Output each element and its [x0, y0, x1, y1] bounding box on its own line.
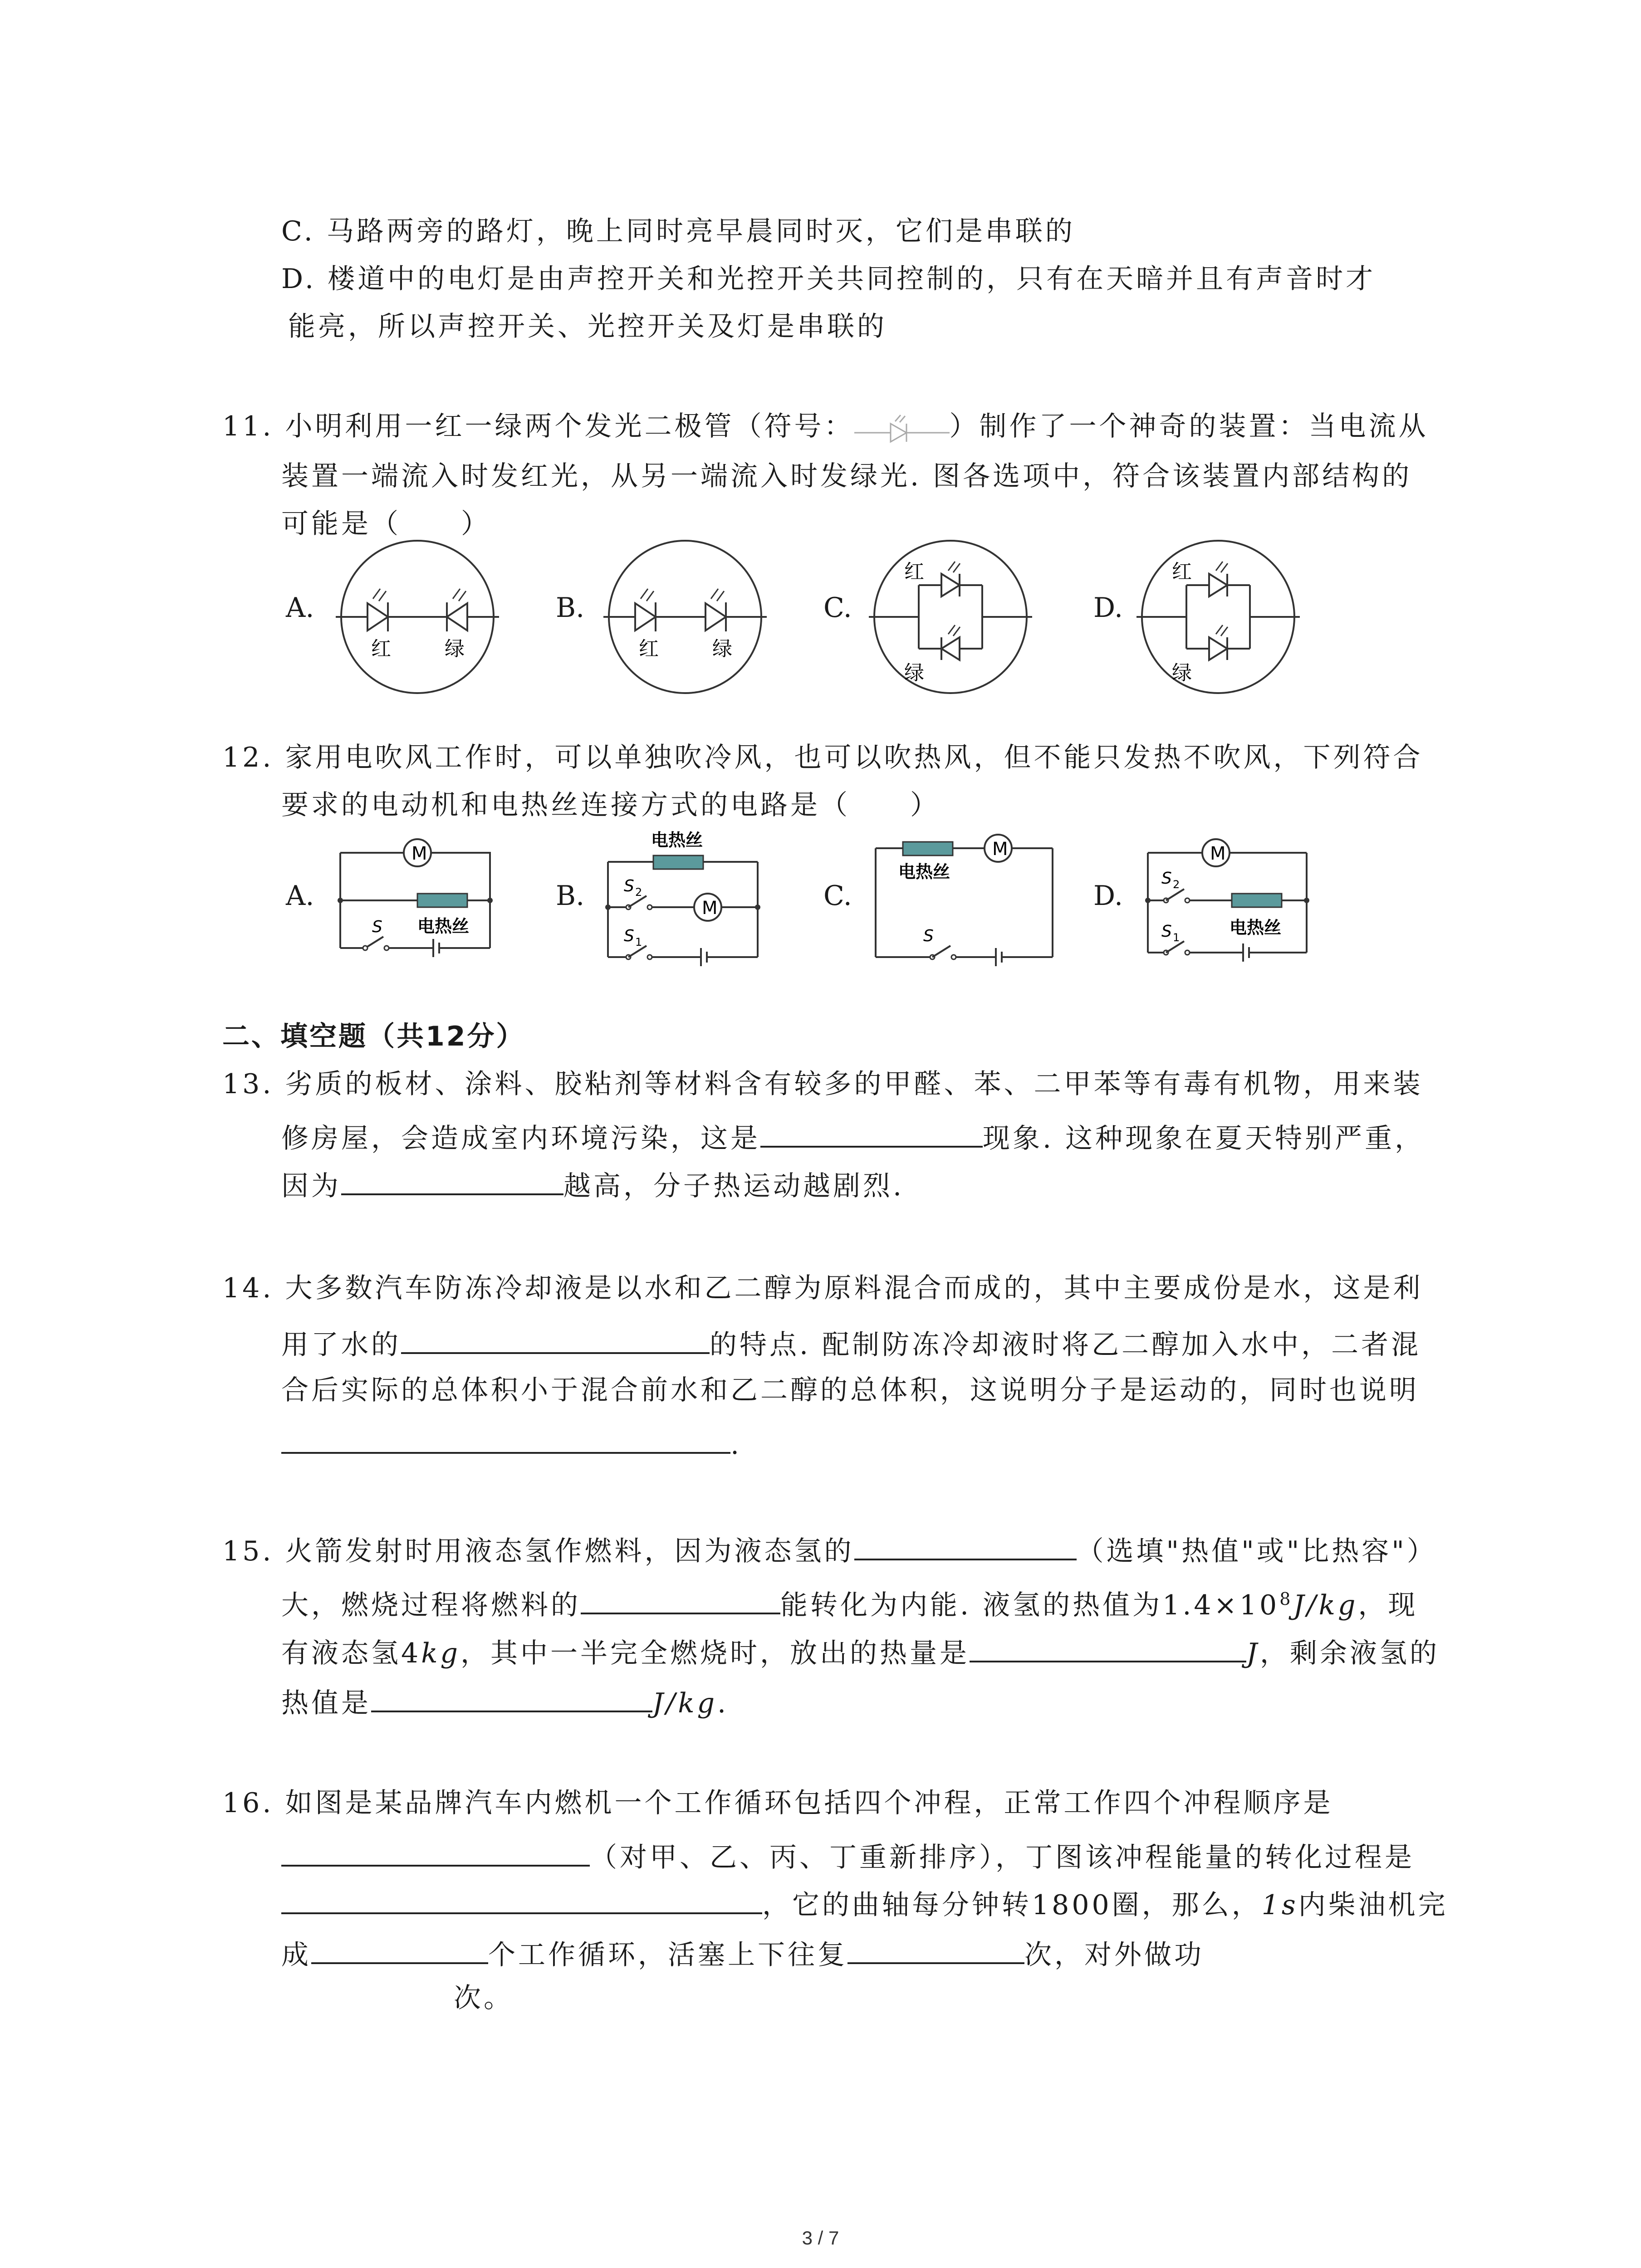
q12-b-motor-label: M [702, 898, 718, 919]
q11-line3: 可能是（ ） [281, 508, 491, 540]
q14-line2-text-b: 的特点. 配制防冻冷却液时将乙二醇加入水中，二者混 [710, 1329, 1421, 1361]
q12-d-s1-sub: 1 [1173, 931, 1180, 944]
q12-b-heater-label: 电热丝 [651, 830, 703, 850]
q15-blank-2[interactable] [581, 1583, 780, 1614]
q16-line3-text-a: ，它的曲轴每分钟转 [762, 1889, 1032, 1921]
q11-c-red-label: 红 [904, 560, 924, 583]
q15-mass-unit: kg [421, 1637, 460, 1669]
q12-c-heater-label: 电热丝 [898, 862, 950, 882]
q16-line4-text-c: 次，对外做功 [1024, 1939, 1204, 1971]
q15-line3-text-d: ，其中一半完全燃烧时，放出的热量是 [460, 1637, 970, 1669]
q16-blank-2[interactable] [281, 1882, 762, 1914]
q12-c-motor-label: M [992, 839, 1008, 860]
q15-heat-value-unit: J/kg [1293, 1589, 1358, 1621]
q13-blank-1[interactable] [760, 1116, 983, 1148]
q12-a-switch-label: S [372, 918, 382, 936]
q15-line1-text-b: （选填"热值"或"比热容"） [1076, 1535, 1437, 1567]
q12-b-s1-label: S [624, 927, 634, 945]
q13-blank-2[interactable] [341, 1163, 563, 1195]
q16-blank-1[interactable] [281, 1835, 590, 1867]
q10-option-c: C. 马路两旁的路灯，晚上同时亮早晨同时灭，它们是串联的 [281, 215, 1075, 247]
q16-line3-text-e: 内柴油机完 [1298, 1889, 1448, 1921]
q16-line2 [281, 1835, 1415, 1876]
q13-line3-text-b: 越高，分子热运动越剧烈. [563, 1170, 905, 1202]
q13-line3-text-a: 因为 [281, 1170, 341, 1202]
q13-line3 [281, 1163, 904, 1204]
q16-blank-3[interactable] [311, 1932, 488, 1964]
q16-time-value: 1s [1261, 1889, 1298, 1921]
q13-line2-text-a: 修房屋，会造成室内环境污染，这是 [281, 1123, 760, 1154]
q12-b-s2-label: S [624, 877, 634, 895]
q15-blank-1[interactable] [854, 1529, 1077, 1560]
q11-line2: 装置一端流入时发红光，从另一端流入时发绿光. 图各选项中，符合该装置内部结构的 [281, 460, 1412, 492]
q11-line1-text-b: ）制作了一个神奇的装置：当电流从 [949, 411, 1429, 442]
q15-mass-value: 4 [401, 1637, 421, 1669]
q11-option-a-label: A. [286, 592, 314, 624]
q15-line4-unit: J/kg [652, 1687, 718, 1719]
q12-line1: 12. 家用电吹风工作时，可以单独吹冷风，也可以吹热风，但不能只发热不吹风，下列符合 [222, 742, 1423, 773]
q16-line1: 16. 如图是某品牌汽车内燃机一个工作循环包括四个冲程，正常工作四个冲程顺序是 [222, 1787, 1333, 1819]
q16-rpm-value: 1800 [1032, 1889, 1112, 1921]
q15-line3-text-a: 有液态氢 [281, 1637, 401, 1669]
q11-d-red-label: 红 [1172, 560, 1192, 583]
page-number: 3 / 7 [802, 2227, 839, 2248]
q10-option-d-line1: D. 楼道中的电灯是由声控开关和光控开关共同控制的，只有在天暗并且有声音时才 [281, 263, 1376, 295]
q11-a-red-label: 红 [371, 637, 391, 660]
q15-heat-value-mantissa: 1.4×10 [1162, 1589, 1280, 1621]
q11-diagram-b [603, 535, 767, 699]
q15-line3-text-f: ，剩余液氢的 [1260, 1637, 1440, 1669]
q11-line1 [222, 408, 1429, 445]
q15-blank-4[interactable] [371, 1681, 652, 1712]
q13-line2 [281, 1116, 1425, 1157]
q11-a-green-label: 绿 [445, 637, 465, 660]
section-title-fill-in: 二、填空题（共12分） [222, 1021, 525, 1052]
q11-diagram-a [336, 535, 499, 699]
q11-b-green-label: 绿 [712, 637, 732, 660]
q11-option-c-label: C. [823, 592, 852, 624]
q12-circuit-b [599, 826, 771, 971]
q11-diagram-c [869, 535, 1032, 699]
q11-line1-text-a: 11. 小明利用一红一绿两个发光二极管（符号： [222, 411, 854, 442]
q12-option-d-label: D. [1093, 880, 1123, 912]
q14-line3: 合后实际的总体积小于混合前水和乙二醇的总体积，这说明分子是运动的，同时也说明 [281, 1374, 1419, 1406]
q12-circuit-a [331, 830, 504, 966]
q15-energy-unit: J [1246, 1637, 1260, 1669]
q12-b-s1-sub: 1 [635, 936, 642, 948]
q11-diagram-d [1136, 535, 1300, 699]
q16-line4-text-b: 个工作循环，活塞上下往复 [488, 1939, 847, 1971]
q13-line1: 13. 劣质的板材、涂料、胶粘剂等材料含有较多的甲醛、苯、二甲苯等有毒有机物，用来装 [222, 1068, 1423, 1100]
q12-circuit-d [1139, 830, 1320, 971]
q12-c-switch-label: S [923, 927, 934, 945]
q12-option-a-label: A. [286, 880, 314, 912]
q11-d-green-label: 绿 [1172, 661, 1192, 684]
q15-line4-end: . [717, 1687, 729, 1719]
q16-line5: 次。 [454, 1982, 514, 2014]
q14-line2 [281, 1322, 1421, 1363]
q12-option-b-label: B. [556, 880, 585, 912]
q12-d-motor-label: M [1210, 843, 1226, 864]
q15-line1 [222, 1529, 1437, 1569]
q15-blank-3[interactable] [970, 1631, 1246, 1662]
q14-line4-end: . [730, 1429, 742, 1461]
q15-line2-text-b: 能转化为内能. 液氢的热值为 [780, 1589, 1163, 1621]
q14-line2-text-a: 用了水的 [281, 1329, 401, 1361]
q10-option-d-line2: 能亮，所以声控开关、光控开关及灯是串联的 [288, 311, 887, 342]
q14-line1: 14. 大多数汽车防冻冷却液是以水和乙二醇为原料混合而成的，其中主要成份是水，这是利 [222, 1272, 1423, 1304]
q11-option-d-label: D. [1093, 592, 1123, 624]
q12-d-heater-label: 电热丝 [1230, 918, 1282, 938]
q15-line4 [281, 1681, 729, 1721]
q15-heat-value-exponent: 8 [1279, 1589, 1293, 1609]
q12-a-heater-label: 电热丝 [417, 916, 470, 936]
q16-line2-text: （对甲、乙、丙、丁重新排序），丁图该冲程能量的转化过程是 [590, 1842, 1415, 1873]
q12-option-c-label: C. [823, 880, 852, 912]
q11-option-b-label: B. [556, 592, 585, 624]
q12-a-motor-label: M [411, 843, 427, 864]
q16-line4 [281, 1932, 1204, 1973]
q12-d-s2-sub: 2 [1173, 878, 1180, 891]
q12-b-s2-sub: 2 [635, 886, 642, 899]
q12-d-s1-label: S [1161, 922, 1172, 941]
q16-line3-text-c: 圈，那么， [1112, 1889, 1262, 1921]
q16-blank-4[interactable] [847, 1932, 1024, 1964]
q13-line2-text-b: 现象. 这种现象在夏天特别严重， [983, 1123, 1425, 1154]
q16-line4-text-a: 成 [281, 1939, 311, 1971]
q14-blank-2[interactable] [281, 1422, 730, 1454]
q15-line3 [281, 1631, 1440, 1672]
q11-b-red-label: 红 [639, 637, 659, 660]
q16-line3 [281, 1882, 1448, 1923]
q15-line2-text-a: 大，燃烧过程将燃料的 [281, 1589, 581, 1621]
q15-line1-text-a: 15. 火箭发射时用液态氢作燃料，因为液态氢的 [222, 1535, 854, 1567]
q12-line2: 要求的电动机和电热丝连接方式的电路是（ ） [281, 789, 940, 821]
q14-blank-1[interactable] [401, 1322, 710, 1354]
q15-line4-text-a: 热值是 [281, 1687, 371, 1719]
q12-d-s2-label: S [1161, 869, 1172, 888]
q14-line4 [281, 1422, 742, 1463]
q12-circuit-c [867, 821, 1066, 971]
q11-c-green-label: 绿 [904, 661, 924, 684]
led-symbol-icon [854, 412, 950, 444]
q15-line2 [281, 1581, 1418, 1623]
q15-line2-text-d: ，现 [1358, 1589, 1418, 1621]
